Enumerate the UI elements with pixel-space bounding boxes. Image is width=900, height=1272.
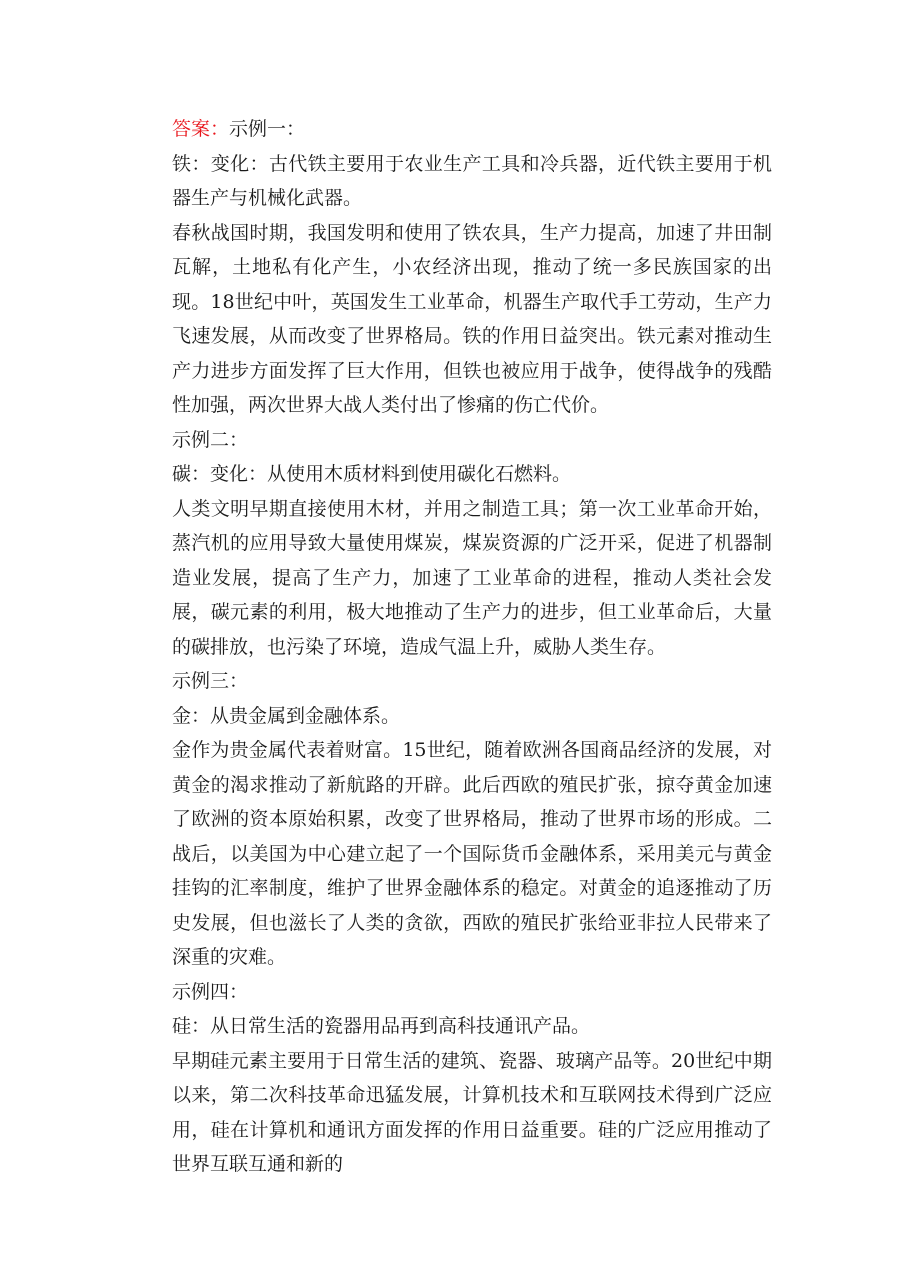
- silicon-explanation: 早期硅元素主要用于日常生活的建筑、瓷器、玻璃产品等。20世纪中期以来，第二次科技革命迅猛发展，计算机技术和互联网技术得到广泛应用，硅在计算机和通讯方面发挥的作用日益重要。硅的广泛应用推动了世界互联互通和新的: [172, 1049, 772, 1175]
- iron-change: 铁：变化：古代铁主要用于农业生产工具和冷兵器，近代铁主要用于机器生产与机械化武器。: [172, 152, 772, 209]
- iron-explanation: 春秋战国时期，我国发明和使用了铁农具，生产力提高，加速了井田制瓦解，土地私有化产生，小农经济出现，推动了统一多民族国家的出现。18世纪中叶，英国发生工业革命，机器生产取代手工劳动，生产力飞速发展，从而改变了世界格局。铁的作用日益突出。铁元素对推动生产力进步方面发挥了巨大作用，但铁也被应用于战争，使得战争的残酷性加强，两次世界大战人类付出了惨痛的伤亡代价。: [172, 221, 772, 416]
- answer-label: 答案：: [172, 118, 230, 140]
- carbon-change: 碳：变化：从使用木质材料到使用碳化石燃料。: [172, 463, 572, 485]
- example-three-heading: 示例三：: [172, 670, 249, 692]
- silicon-change: 硅：从日常生活的瓷器用品再到高科技通讯产品。: [172, 1015, 591, 1037]
- gold-explanation: 金作为贵金属代表着财富。15世纪，随着欧洲各国商品经济的发展，对黄金的渴求推动了新航路的开辟。此后西欧的殖民扩张，掠夺黄金加速了欧洲的资本原始积累，改变了世界格局，推动了世界市场的形成。二战后，以美国为中心建立起了一个国际货币金融体系，采用美元与黄金挂钩的汇率制度，维护了世界金融体系的稳定。对黄金的追逐推动了历史发展，但也滋长了人类的贪欲，西欧的殖民扩张给亚非拉人民带来了深重的灾难。: [172, 739, 772, 968]
- example-one-label: 示例一：: [229, 118, 306, 140]
- gold-change: 金：从贵金属到金融体系。: [172, 704, 401, 727]
- answer-content: [172, 112, 772, 1182]
- example-four-heading: 示例四：: [172, 980, 249, 1003]
- example-two-heading: 示例二：: [172, 428, 249, 451]
- example-one-heading: [172, 112, 772, 147]
- carbon-explanation: 人类文明早期直接使用木材，并用之制造工具；第一次工业革命开始，蒸汽机的应用导致大量使用煤炭，煤炭资源的广泛开采，促进了机器制造业发展，提高了生产力，加速了工业革命的进程，推动人类社会发展，碳元素的利用，极大地推动了生产力的进步，但工业革命后，大量的碳排放，也污染了环境，造成气温上升，威胁人类生存。: [172, 497, 772, 658]
